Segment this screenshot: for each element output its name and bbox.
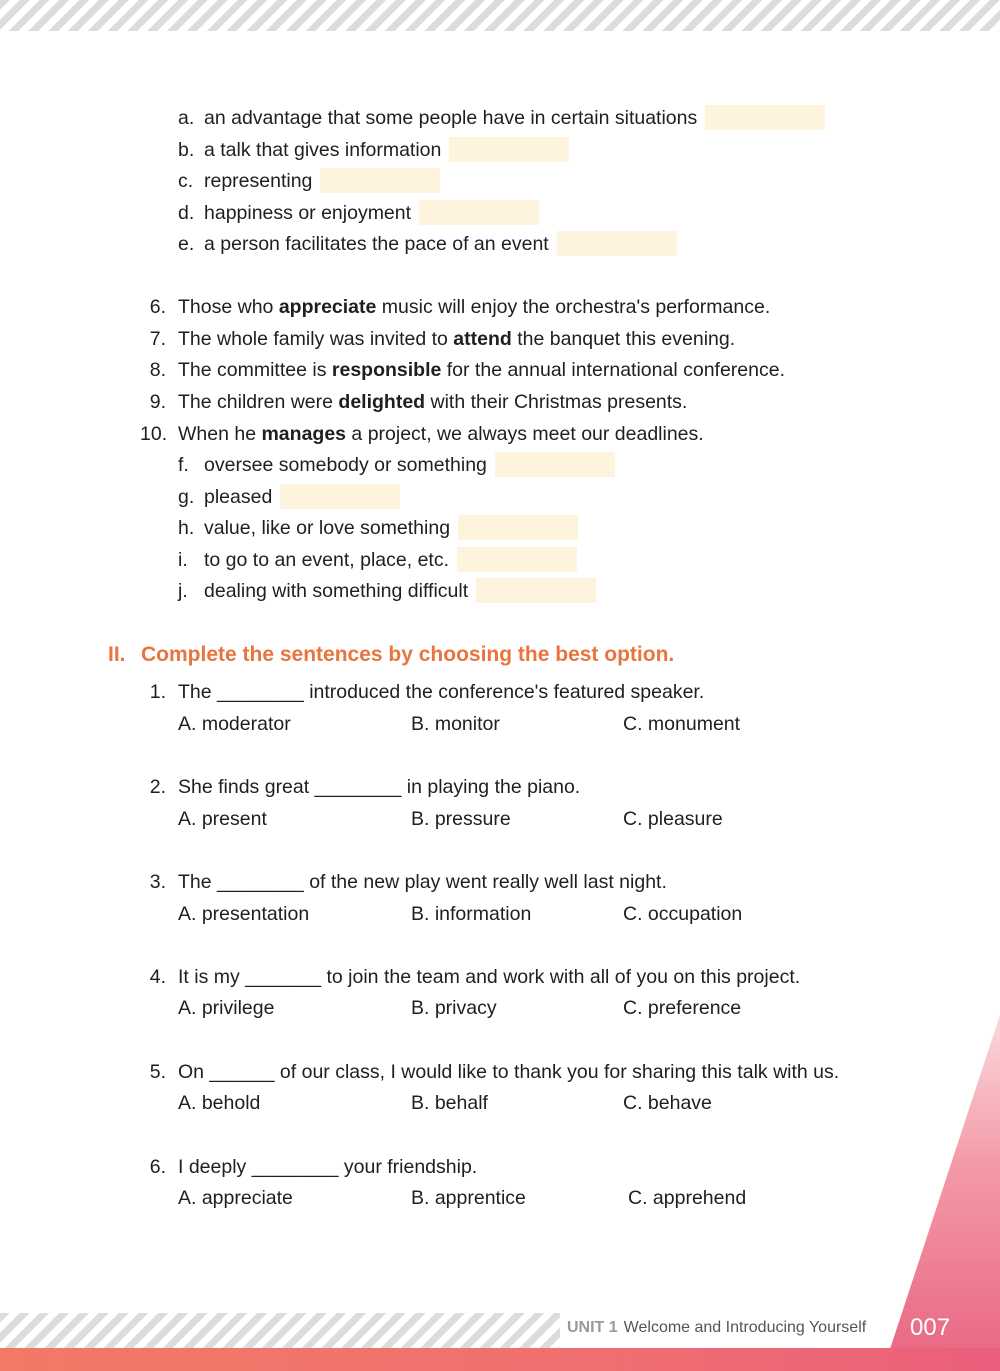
answer-box[interactable] bbox=[705, 105, 825, 130]
corner-decoration bbox=[890, 1015, 1000, 1349]
answer-box[interactable] bbox=[476, 578, 596, 603]
option-a[interactable]: A. presentation bbox=[178, 903, 310, 925]
option-b[interactable]: B. behalf bbox=[411, 1092, 488, 1114]
definition-text: happiness or enjoyment bbox=[204, 202, 412, 224]
definition-text: representing bbox=[204, 170, 313, 192]
option-b[interactable]: B. privacy bbox=[411, 997, 497, 1019]
definition-text: dealing with something difficult bbox=[204, 580, 469, 602]
definition-text: value, like or love something bbox=[204, 517, 451, 539]
option-b[interactable]: B. pressure bbox=[411, 808, 511, 830]
option-b[interactable]: B. apprentice bbox=[411, 1187, 526, 1209]
answer-box[interactable] bbox=[457, 547, 577, 572]
option-c[interactable]: C. pleasure bbox=[623, 808, 723, 830]
answer-box[interactable] bbox=[458, 515, 578, 540]
vocab-word: responsible bbox=[331, 359, 442, 381]
option-c[interactable]: C. apprehend bbox=[628, 1187, 747, 1209]
bottom-color-band bbox=[0, 1348, 1000, 1371]
top-stripe-decoration bbox=[0, 0, 1000, 31]
option-b[interactable]: B. information bbox=[411, 903, 532, 925]
answer-box[interactable] bbox=[557, 231, 677, 256]
vocab-word: delighted bbox=[338, 391, 426, 413]
definition-text: a person facilitates the pace of an event bbox=[204, 233, 549, 255]
vocab-word: attend bbox=[453, 328, 512, 350]
answer-box[interactable] bbox=[280, 484, 400, 509]
section-heading: II. Complete the sentences by choosing the best option. bbox=[108, 643, 675, 666]
option-b[interactable]: B. monitor bbox=[411, 713, 500, 735]
vocab-word: appreciate bbox=[278, 296, 377, 318]
option-c[interactable]: C. monument bbox=[623, 713, 741, 735]
definition-text: an advantage that some people have in certain situations bbox=[204, 107, 698, 129]
option-c[interactable]: C. preference bbox=[623, 997, 742, 1019]
option-a[interactable]: A. present bbox=[178, 808, 267, 830]
answer-box[interactable] bbox=[320, 168, 440, 193]
answer-box[interactable] bbox=[419, 200, 539, 225]
footer-unit-title: UNIT 1 Welcome and Introducing Yourself bbox=[567, 1319, 867, 1336]
option-a[interactable]: A. behold bbox=[178, 1092, 261, 1114]
option-c[interactable]: C. occupation bbox=[623, 903, 743, 925]
option-a[interactable]: A. privilege bbox=[178, 997, 275, 1019]
definition-text: oversee somebody or something bbox=[204, 454, 487, 476]
definition-text: to go to an event, place, etc. bbox=[204, 549, 449, 571]
option-c[interactable]: C. behave bbox=[623, 1092, 712, 1114]
bottom-stripe-decoration bbox=[0, 1313, 560, 1348]
definition-text: pleased bbox=[204, 486, 273, 508]
page-number: 007 bbox=[910, 1314, 951, 1341]
definition-text: a talk that gives information bbox=[204, 139, 442, 161]
option-a[interactable]: A. moderator bbox=[178, 713, 291, 735]
vocab-word: manages bbox=[261, 423, 347, 445]
answer-box[interactable] bbox=[449, 137, 569, 162]
answer-box[interactable] bbox=[495, 452, 615, 477]
option-a[interactable]: A. appreciate bbox=[178, 1187, 293, 1209]
